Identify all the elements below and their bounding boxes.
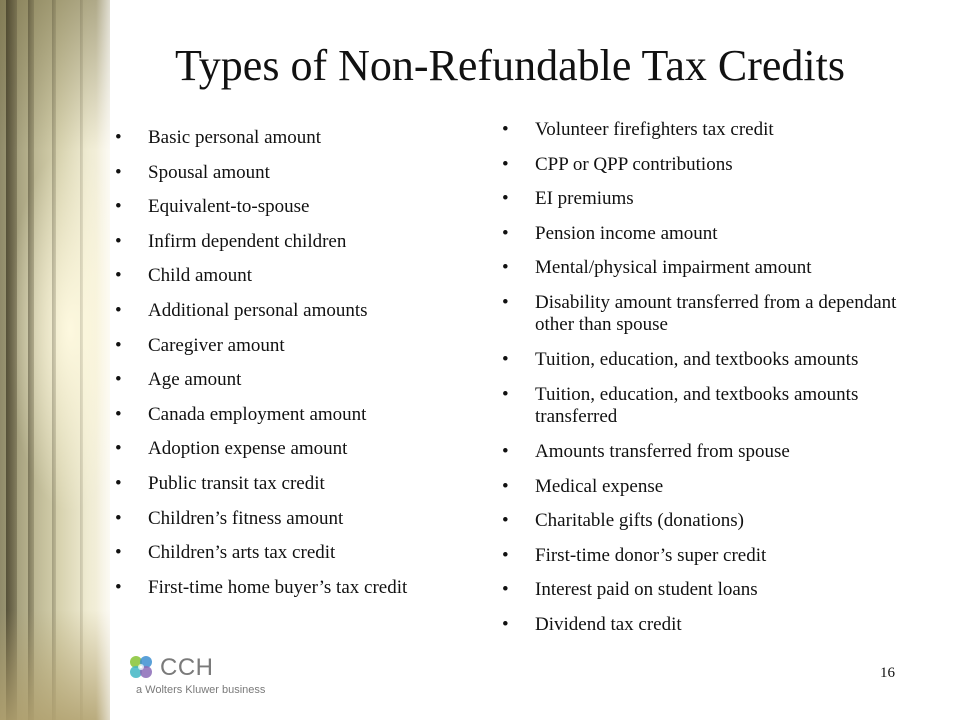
list-item: • Medical expense	[502, 476, 922, 498]
forest-background-image	[0, 0, 110, 720]
forest-ground	[0, 610, 110, 720]
list-item: • Tuition, education, and textbooks amounts transferred	[502, 384, 922, 428]
list-item: • Amounts transferred from spouse	[502, 441, 922, 463]
list-item: • Children’s arts tax credit	[115, 542, 495, 564]
list-item: • Tuition, education, and textbooks amounts	[502, 349, 922, 371]
list-item: • Caregiver amount	[115, 335, 495, 357]
list-item: • Canada employment amount	[115, 404, 495, 426]
slide-title: Types of Non-Refundable Tax Credits	[175, 41, 845, 90]
list-item: • Adoption expense amount	[115, 438, 495, 460]
list-item: • Age amount	[115, 369, 495, 391]
page-number: 16	[880, 665, 895, 681]
list-item: • Volunteer firefighters tax credit	[502, 119, 922, 141]
list-item: • First-time home buyer’s tax credit	[115, 577, 495, 599]
list-item: • Interest paid on student loans	[502, 579, 922, 601]
list-item: • Equivalent-to-spouse	[115, 196, 495, 218]
list-item: • First-time donor’s super credit	[502, 545, 922, 567]
right-bullet-list	[502, 119, 922, 636]
list-item: • Dividend tax credit	[502, 614, 922, 636]
logo-name: CCH	[160, 654, 214, 681]
cch-flower-logo-icon	[128, 654, 154, 680]
list-item: • Pension income amount	[502, 223, 922, 245]
list-item: • Child amount	[115, 265, 495, 287]
list-item: • EI premiums	[502, 188, 922, 210]
list-item: • Charitable gifts (donations)	[502, 510, 922, 532]
list-item: • Children’s fitness amount	[115, 508, 495, 530]
left-bullet-list	[115, 127, 495, 599]
cch-logo	[128, 654, 328, 700]
list-item: • Additional personal amounts	[115, 300, 495, 322]
list-item: • Infirm dependent children	[115, 231, 495, 253]
list-item: • Mental/physical impairment amount	[502, 257, 922, 279]
logo-tagline: a Wolters Kluwer business	[136, 684, 266, 696]
list-item: • Public transit tax credit	[115, 473, 495, 495]
list-item: • Basic personal amount	[115, 127, 495, 149]
list-item: • Spousal amount	[115, 162, 495, 184]
list-item: • Disability amount transferred from a dependant other than spouse	[502, 292, 922, 336]
list-item: • CPP or QPP contributions	[502, 154, 922, 176]
